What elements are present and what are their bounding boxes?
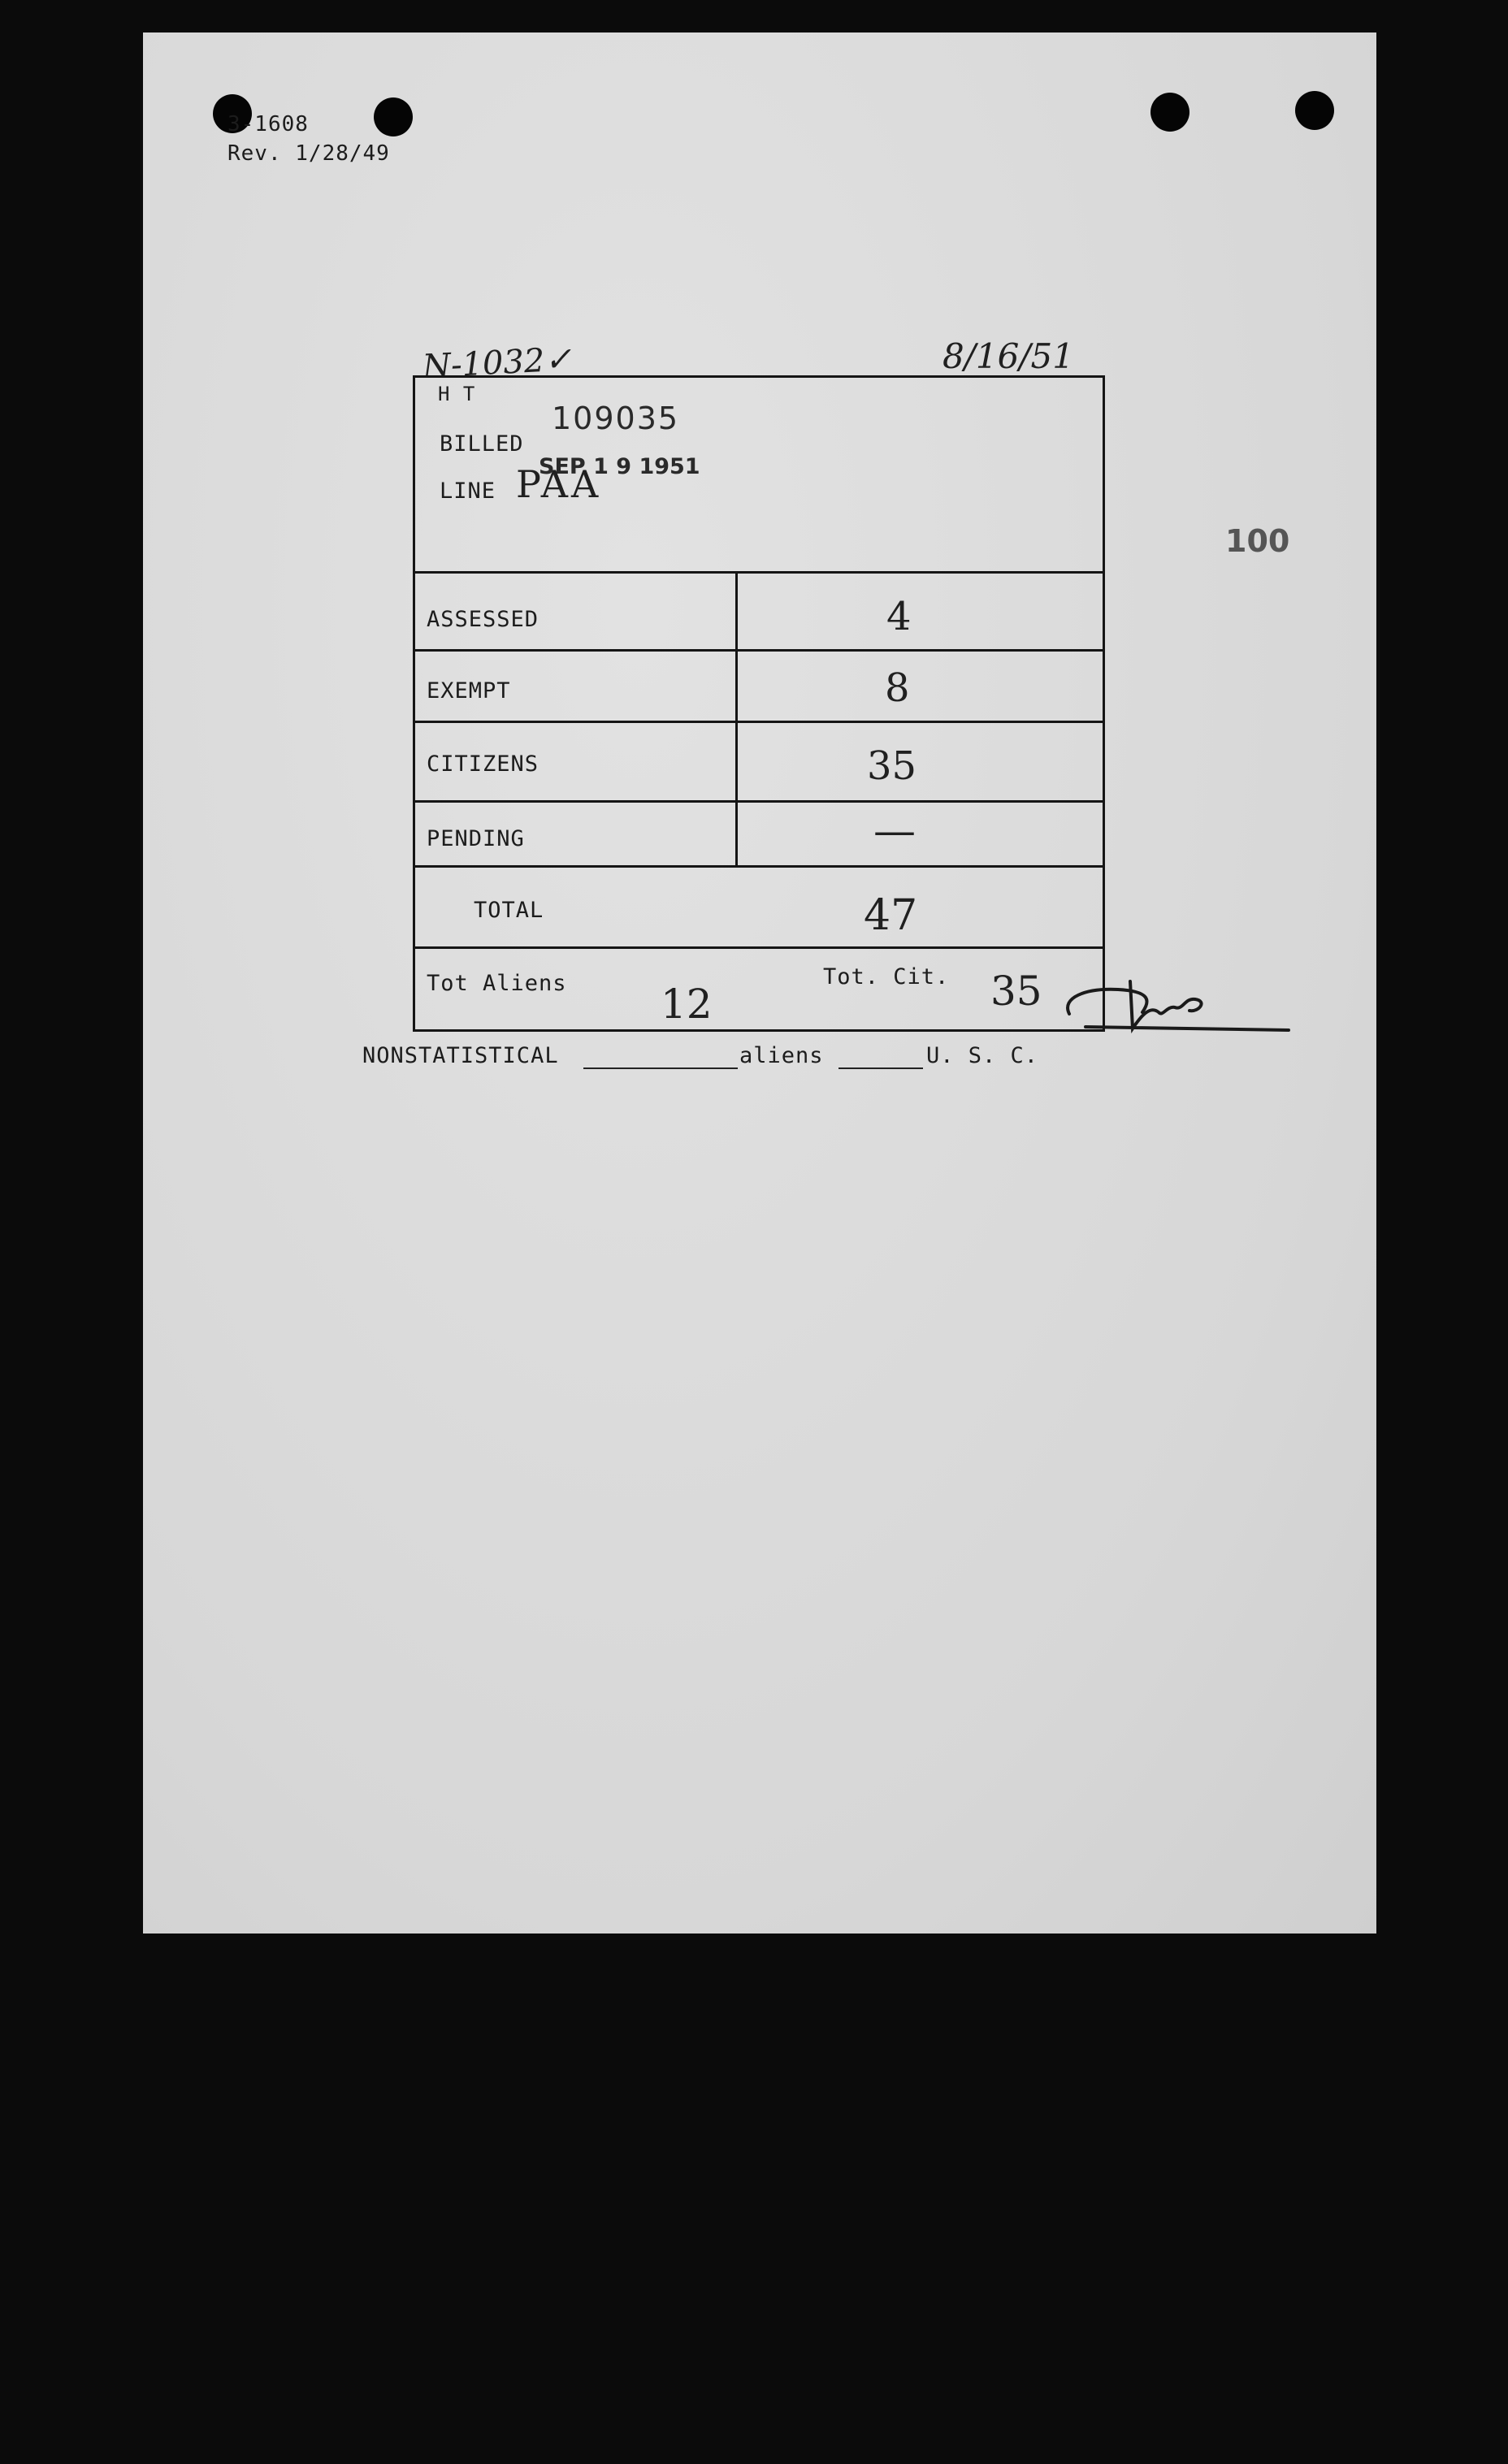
rule-header [415,571,1103,574]
rule-assessed [415,649,1103,652]
punch-hole-right-2 [1295,91,1334,130]
tot-aliens-label: Tot Aliens [427,971,567,996]
margin-number: 100 [1225,523,1290,559]
tot-cit-value: 35 [990,968,1042,1015]
rule-exempt [415,721,1103,723]
exempt-label: EXEMPT [427,678,511,704]
form-revision: Rev. 1/28/49 [228,141,390,166]
line-label: LINE [440,479,496,504]
handwritten-date: 8/16/51 [942,336,1074,376]
tally-form [413,375,1105,1032]
total-label: TOTAL [474,898,544,923]
rule-citizens [415,800,1103,803]
citizens-value: 35 [867,743,917,789]
rule-pending [415,865,1103,868]
tot-aliens-value: 12 [661,981,713,1028]
ht-label: H T [438,383,476,405]
handwritten-initials [1053,965,1297,1038]
citizens-label: CITIZENS [427,751,540,777]
pending-label: PENDING [427,826,525,851]
line-value-handwritten: PAA [516,462,602,506]
nonstatistical-blank [583,1067,738,1069]
billed-date-stamp: SEP 1 9 1951 [539,454,700,479]
nonstatistical-label: NONSTATISTICAL [362,1043,559,1068]
column-divider [735,571,738,865]
assessed-label: ASSESSED [427,607,540,632]
assessed-value: 4 [886,594,912,639]
usc-label: U. S. C. [926,1043,1039,1068]
aliens-label: aliens [739,1043,824,1068]
form-id: 3-1608 [228,112,309,136]
punch-hole-left-2 [374,97,413,136]
document-page [143,32,1376,1934]
handwritten-reference: N-1032✓ [421,340,573,386]
aliens-blank [838,1067,923,1069]
rule-total [415,946,1103,949]
initials-scribble-icon [1053,965,1297,1038]
punch-hole-right-1 [1150,93,1190,132]
ht-number-stamp: 109035 [552,401,680,436]
exempt-value: 8 [885,665,910,711]
pending-value: — [873,807,916,855]
total-value: 47 [864,891,918,940]
tot-cit-label: Tot. Cit. [823,964,950,989]
billed-label: BILLED [440,431,524,457]
